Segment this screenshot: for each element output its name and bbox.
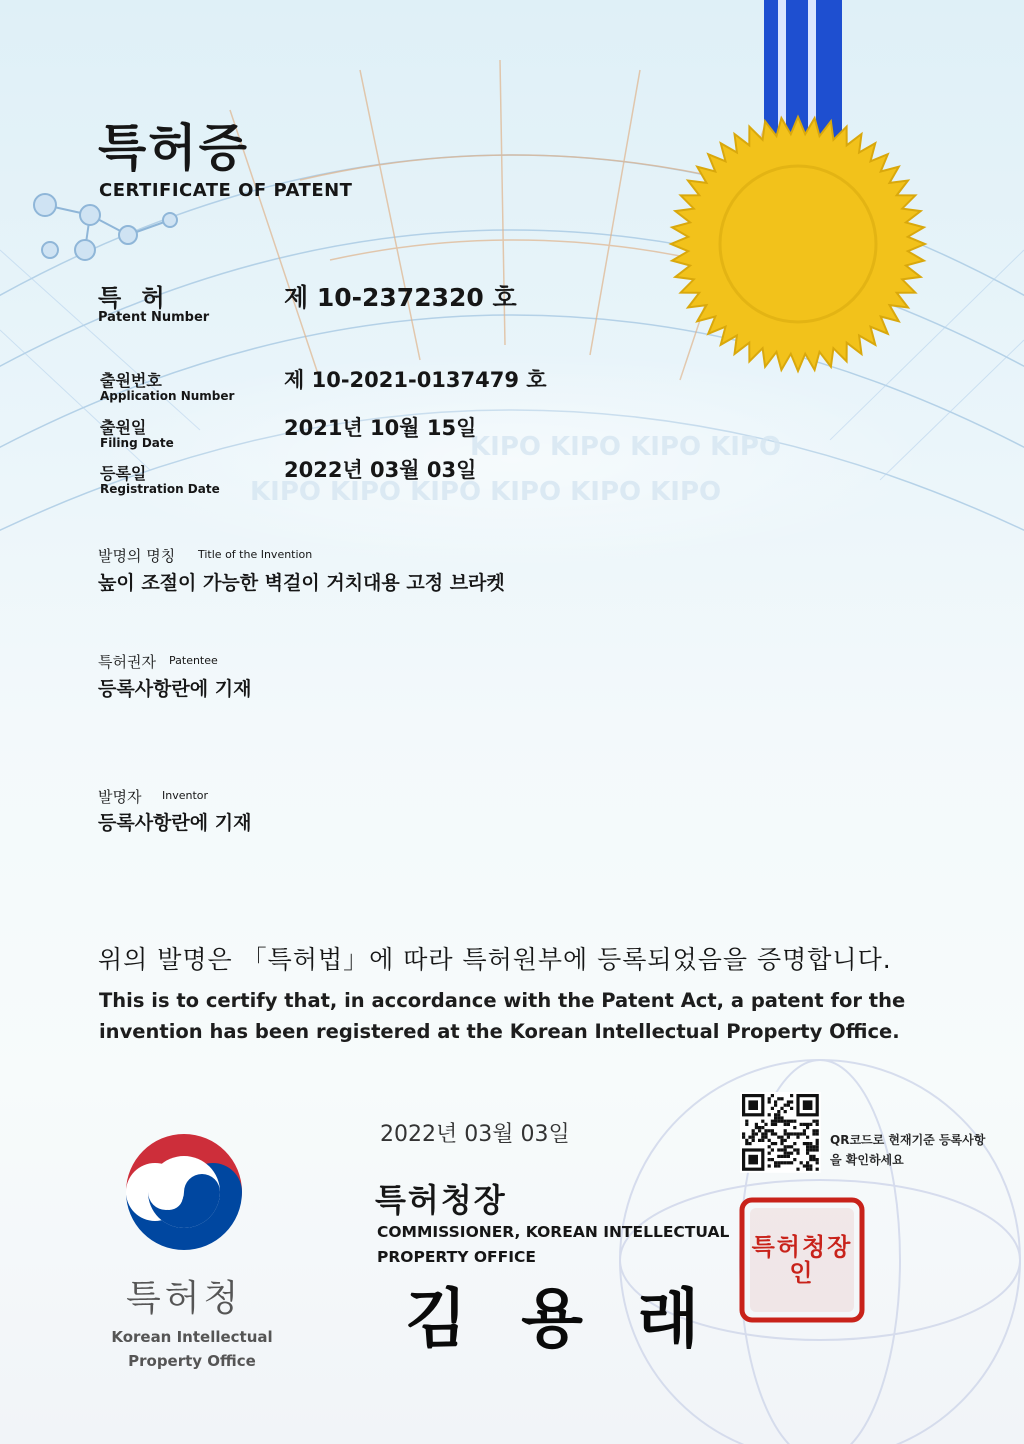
filing-date-value: 2021년 10월 15일 bbox=[284, 416, 477, 440]
office-name-en: Korean Intellectual Property Office bbox=[111, 1328, 273, 1370]
certification-statement-en: This is to certify that, in accordance with the Patent Act, a patent for the invention has been registered at the Korean Intellectual Property Office. bbox=[99, 989, 906, 1043]
svg-text:KIPO KIPO KIPO KIPO: KIPO KIPO KIPO KIPO bbox=[470, 432, 782, 462]
application-number-label: 출원번호 bbox=[100, 371, 162, 390]
registration-date-label-en: Registration Date bbox=[100, 482, 220, 496]
patent-number-value: 제 10-2372320 호 bbox=[284, 283, 517, 312]
application-number-value: 제 10-2021-0137479 호 bbox=[284, 368, 547, 392]
inventor-label-en: Inventor bbox=[162, 789, 209, 802]
patentee-label: 특허권자 bbox=[98, 653, 156, 671]
filing-date-label-en: Filing Date bbox=[100, 436, 174, 450]
patent-number-label: 특 허 bbox=[98, 284, 171, 312]
invention-title-value: 높이 조절이 가능한 벽걸이 거치대용 고정 브라켓 bbox=[98, 572, 505, 594]
certificate-title: 특허증 bbox=[98, 119, 249, 177]
invention-title-label-en: Title of the Invention bbox=[198, 548, 313, 561]
patent-number-label-en: Patent Number bbox=[98, 310, 210, 325]
inventor-label: 발명자 bbox=[98, 788, 142, 806]
certificate-title-en: CERTIFICATE OF PATENT bbox=[99, 180, 353, 201]
commissioner-title: 특허청장 bbox=[375, 1181, 507, 1219]
inventor-value: 등록사항란에 기재 bbox=[98, 812, 252, 834]
patentee-value: 등록사항란에 기재 bbox=[98, 678, 252, 700]
invention-title-label: 발명의 명칭 bbox=[98, 547, 176, 565]
patentee-label-en: Patentee bbox=[169, 654, 218, 667]
office-name: 특허청 bbox=[126, 1278, 243, 1319]
registration-date-value: 2022년 03월 03일 bbox=[284, 458, 477, 482]
commissioner-title-en: COMMISSIONER, KOREAN INTELLECTUAL PROPERTY OFFICE bbox=[377, 1223, 730, 1266]
issue-date: 2022년 03월 03일 bbox=[380, 1122, 570, 1147]
filing-date-label: 출원일 bbox=[100, 418, 147, 437]
commissioner-signature: 김 용 래 bbox=[405, 1282, 716, 1357]
certification-statement-ko: 위의 발명은 「특허법」에 따라 특허원부에 등록되었음을 증명합니다. bbox=[98, 945, 892, 974]
svg-text:KIPO KIPO KIPO KIPO KIPO KIPO: KIPO KIPO KIPO KIPO KIPO KIPO bbox=[250, 477, 722, 507]
qr-note: QR코드로 현재기준 등록사항을 확인하세요 bbox=[830, 1133, 986, 1167]
registration-date-label: 등록일 bbox=[100, 464, 147, 483]
application-number-label-en: Application Number bbox=[100, 389, 235, 403]
red-seal-text: 특허청장인 bbox=[751, 1233, 853, 1287]
